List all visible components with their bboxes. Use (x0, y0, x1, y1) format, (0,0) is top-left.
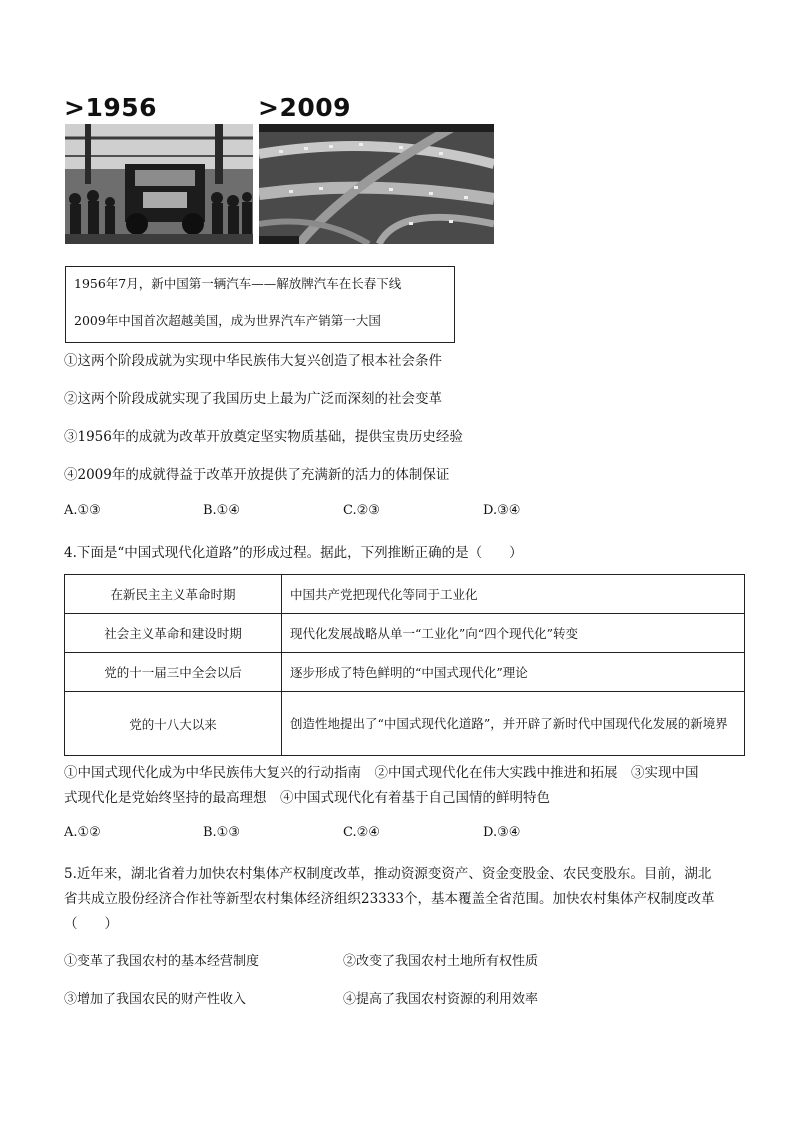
table-cell-period: 社会主义革命和建设时期 (65, 614, 282, 653)
table-row (65, 653, 745, 692)
table-row (65, 575, 745, 614)
q5-stem-line-2: 省共成立股份经济合作社等新型农村集体经济组织23333个，基本覆盖全省范围。加快农村集体产权制度改革 (64, 891, 715, 907)
q3-statement-2: ②这两个阶段成就实现了我国历史上最为广泛而深刻的社会变革 (64, 391, 442, 407)
photo-year-1956: >1956 (64, 93, 158, 122)
q3-choice-a[interactable]: A.①③ (64, 503, 101, 518)
q3-choice-c[interactable]: C.②③ (343, 503, 380, 518)
q4-stem: 4.下面是“中国式现代化道路”的形成过程。据此，下列推断正确的是（ ） (64, 545, 523, 561)
table-cell-development: 创造性地提出了“中国式现代化道路”，并开辟了新时代中国现代化发展的新境界 (282, 692, 745, 756)
q5-statement-2[interactable]: ②改变了我国农村土地所有权性质 (343, 954, 539, 969)
table-cell-development: 现代化发展战略从单一“工业化”向“四个现代化”转变 (282, 614, 745, 653)
table-row (65, 614, 745, 653)
q5-statement-3[interactable]: ③增加了我国农民的财产性收入 (64, 992, 247, 1007)
q3-statement-1: ①这两个阶段成就为实现中华民族伟大复兴创造了根本社会条件 (64, 353, 442, 369)
q4-statements-line-2: 式现代化是党始终坚持的最高理想 ④中国式现代化有着基于自己国情的鲜明特色 (64, 790, 550, 806)
q4-choice-b[interactable]: B.①③ (203, 825, 240, 840)
caption-line-1: 1956年7月，新中国第一辆汽车——解放牌汽车在长春下线 (74, 276, 402, 291)
table-cell-development: 逐步形成了特色鲜明的“中国式现代化”理论 (282, 653, 745, 692)
table-cell-period: 党的十一届三中全会以后 (65, 653, 282, 692)
q3-statement-4: ④2009年的成就得益于改革开放提供了充满新的活力的体制保证 (64, 467, 450, 483)
q4-choice-c[interactable]: C.②④ (343, 825, 380, 840)
q3-statement-3: ③1956年的成就为改革开放奠定坚实物质基础，提供宝贵历史经验 (64, 429, 463, 445)
truck-factory-photo (65, 124, 253, 244)
q5-stem-line-3: （ ） (64, 916, 118, 932)
q3-choice-d[interactable]: D.③④ (483, 503, 521, 518)
q5-statement-1[interactable]: ①变革了我国农村的基本经营制度 (64, 954, 260, 969)
q4-statements-line-1: ①中国式现代化成为中华民族伟大复兴的行动指南 ②中国式现代化在伟大实践中推进和拓展 ③实现中国 (64, 765, 699, 781)
photo-year-2009: >2009 (258, 93, 352, 122)
q3-choice-b[interactable]: B.①④ (203, 503, 240, 518)
q5-statement-4[interactable]: ④提高了我国农村资源的利用效率 (343, 992, 539, 1007)
q4-table (64, 574, 745, 756)
table-cell-period: 在新民主主义革命时期 (65, 575, 282, 614)
table-cell-period: 党的十八大以来 (65, 692, 282, 756)
q4-choice-d[interactable]: D.③④ (483, 825, 521, 840)
table-cell-development: 中国共产党把现代化等同于工业化 (282, 575, 745, 614)
q5-stem-line-1: 5.近年来，湖北省着力加快农村集体产权制度改革，推动资源变资产、资金变股金、农民变股东。目前，湖北 (64, 866, 712, 882)
highway-interchange-photo (259, 124, 494, 244)
caption-line-2: 2009年中国首次超越美国，成为世界汽车产销第一大国 (74, 313, 381, 328)
q4-choice-a[interactable]: A.①② (64, 825, 101, 840)
caption-box (65, 266, 455, 343)
table-row (65, 692, 745, 756)
